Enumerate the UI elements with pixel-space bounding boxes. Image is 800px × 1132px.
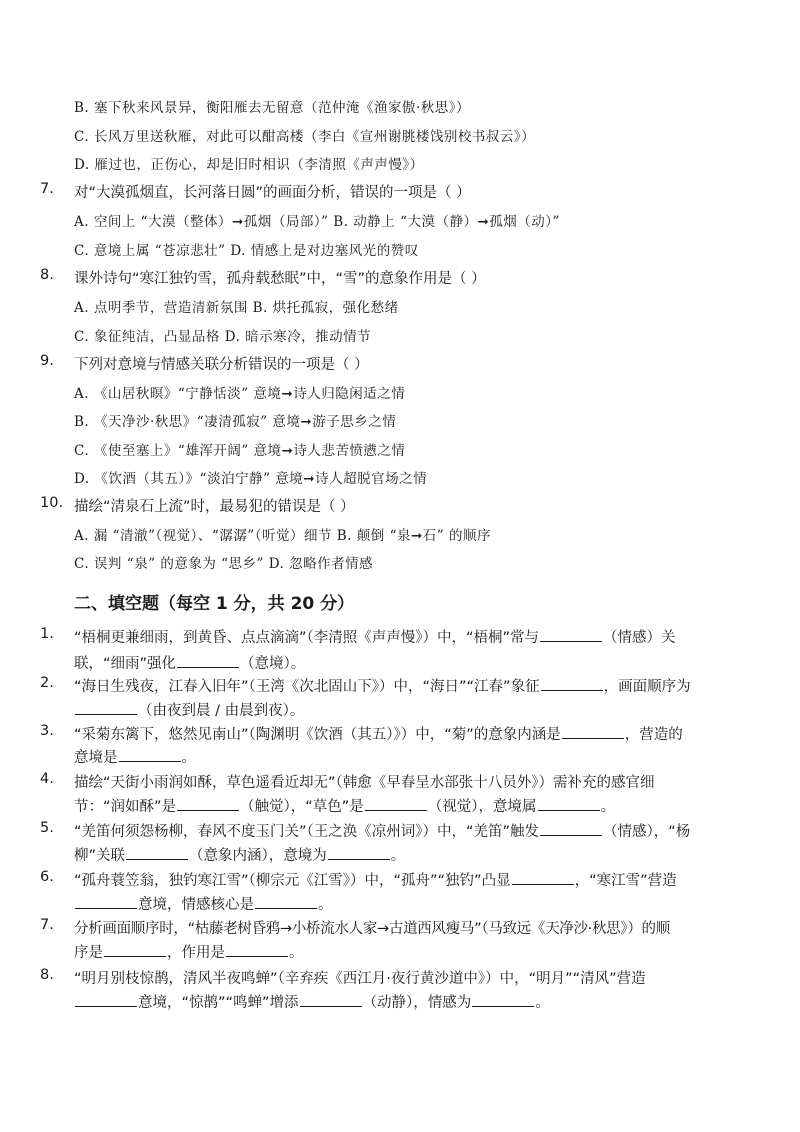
fill-5-text-e: 。: [390, 848, 406, 864]
fill-7-line-1: [74, 917, 670, 938]
fill-3-number: 3.: [40, 723, 54, 739]
fill-7-blank-2[interactable]: [226, 942, 288, 957]
fill-7-line-2: [74, 941, 304, 962]
fill-3-line-2: [74, 746, 196, 767]
q7-text: 对“大漠孤烟直，长河落日圆”的画面分析，错误的一项是（ ）: [74, 185, 471, 201]
q10-options-cd: C. 误判 “泉” 的意象为 “思乡” D. 忽略作者情感: [74, 556, 374, 572]
q9-option-c: C. 《使至塞上》“雄浑开阔” 意境➞诗人悲苦愤懑之情: [74, 443, 406, 459]
fill-4-text-c: （触觉），“草色”是: [240, 799, 364, 815]
fill-2-blank-1[interactable]: [541, 676, 603, 691]
q8-text: 课外诗句“寒江独钓雪，孤舟载愁眠”中，“雪”的意象作用是（ ）: [74, 271, 486, 287]
fill-1-blank-2[interactable]: [177, 653, 239, 668]
fill-8-text-c: 意境，“惊鹊”“鸣蝉”增添: [138, 995, 299, 1011]
fill-6-number: 6.: [40, 869, 54, 885]
q8-options-cd: C. 象征纯洁，凸显品格 D. 暗示寒冷，推动情节: [74, 329, 372, 345]
q9-option-a: A. 《山居秋暝》“宁静恬淡” 意境➞诗人归隐闲适之情: [74, 386, 406, 402]
section-heading: 二、填空题（每空 1 分，共 20 分）: [74, 594, 355, 614]
fill-1-text-d: （意境）。: [240, 656, 306, 672]
fill-7-text-a: 分析画面顺序时，“枯藤老树昏鸦→小桥流水人家→古道西风瘦马”（马致远《天净沙·秋思》）的顺: [74, 921, 670, 937]
fill-5-blank-1[interactable]: [540, 821, 602, 836]
fill-3-text-a: “采菊东篱下，悠然见南山”（陶渊明《饮酒（其五）》）中，“菊”的意象内涵是: [74, 727, 561, 743]
fill-2-line-2: [74, 699, 304, 720]
fill-4-text-d: （视觉），意境属: [427, 799, 537, 815]
fill-4-text-e: 。: [600, 799, 616, 815]
fill-5-text-c: 柳”关联: [74, 848, 126, 864]
fill-1-number: 1.: [40, 626, 54, 642]
fill-4-text-b: 节：“润如酥”是: [74, 799, 177, 815]
fill-5-blank-2[interactable]: [126, 845, 188, 860]
fill-3-text-b: ，营造的: [624, 727, 683, 743]
fill-6-text-d: 。: [318, 897, 333, 913]
fill-8-line-1: [74, 967, 646, 988]
fill-4-line-1: [74, 771, 655, 792]
q9-text: 下列对意境与情感关联分析错误的一项是（ ）: [74, 357, 369, 373]
fill-4-blank-3[interactable]: [538, 796, 600, 811]
fill-5-text-d: （意象内涵），意境为: [189, 848, 327, 864]
fill-1-text-a: “梧桐更兼细雨，到黄昏、点点滴滴”（李清照《声声慢》）中，“梧桐”常与: [74, 630, 540, 646]
fill-2-number: 2.: [40, 675, 54, 691]
fill-8-blank-2[interactable]: [300, 992, 362, 1007]
q6-option-b: B. 塞下秋来风景异，衡阳雁去无留意（范仲淹《渔家傲·秋思》）: [74, 100, 471, 116]
fill-6-blank-1[interactable]: [512, 870, 574, 885]
fill-4-line-2: [74, 795, 615, 816]
fill-8-text-d: （动静），情感为: [362, 995, 472, 1011]
q9-option-b: B. 《天净沙·秋思》“凄清孤寂” 意境➞游子思乡之情: [74, 414, 397, 430]
fill-8-text-a: “明月别枝惊鹊，清风半夜鸣蝉”（辛弃疾《西江月·夜行黄沙道中》）中，“明月”“清风”营造: [74, 971, 646, 987]
fill-6-text-b: ，“寒江雪”营造: [574, 873, 677, 889]
fill-3-line-1: [74, 723, 683, 744]
fill-2-line-1: [74, 675, 691, 696]
fill-8-blank-1[interactable]: [75, 992, 137, 1007]
fill-2-blank-2[interactable]: [75, 700, 137, 715]
fill-7-text-c: ，作用是: [167, 945, 225, 961]
fill-8-number: 8.: [40, 967, 54, 983]
q6-option-c: C. 长风万里送秋雁，对此可以酣高楼（李白《宣州谢朓楼饯别校书叔云》）: [74, 129, 536, 145]
fill-5-text-a: “羌笛何须怨杨柳，春风不度玉门关”（王之涣《凉州词》）中，“羌笛”触发: [74, 824, 540, 840]
fill-7-blank-1[interactable]: [104, 942, 166, 957]
fill-1-line-2: [74, 652, 305, 673]
fill-5-blank-3[interactable]: [328, 845, 390, 860]
q7-options-ab: A. 空间上 “大漠（整体）➞孤烟（局部）” B. 动静上 “大漠（静）➞孤烟（动）”: [74, 214, 560, 230]
fill-3-blank-1[interactable]: [562, 724, 624, 739]
fill-3-text-d: 。: [181, 750, 196, 766]
fill-7-text-b: 序是: [74, 945, 103, 961]
fill-1-text-b: （情感）关: [603, 630, 676, 646]
fill-1-text-c: 联，“细雨”强化: [74, 656, 177, 672]
q10-options-ab: A. 漏 “清澈”（视觉）、“潺潺”（听觉）细节 B. 颠倒 “泉➞石” 的顺序: [74, 528, 491, 544]
q10-text: 描绘“清泉石上流”时，最易犯的错误是（ ）: [74, 499, 355, 515]
fill-5-line-2: [74, 844, 405, 865]
q6-option-d: D. 雁过也，正伤心，却是旧时相识（李清照《声声慢》）: [74, 157, 424, 173]
fill-5-number: 5.: [40, 820, 54, 836]
fill-2-text-a: “海日生残夜，江春入旧年”（王湾《次北固山下》）中，“海日”“江春”象征: [74, 679, 540, 695]
fill-2-text-b: ，画面顺序为: [603, 679, 691, 695]
fill-8-blank-3[interactable]: [472, 992, 534, 1007]
fill-8-text-e: 。: [535, 995, 550, 1011]
fill-2-text-c: （由夜到晨 / 由晨到夜）。: [138, 703, 305, 719]
q7-options-cd: C. 意境上属 “苍凉悲壮” D. 情感上是对边塞风光的赞叹: [74, 243, 419, 259]
fill-4-text-a: 描绘“天街小雨润如酥，草色遥看近却无”（韩愈《早春呈水部张十八员外》）需补充的感官细: [74, 775, 655, 791]
fill-7-text-d: 。: [289, 945, 304, 961]
q10-number: 10.: [40, 495, 64, 511]
fill-6-text-c: 意境，情感核心是: [138, 897, 254, 913]
fill-4-blank-2[interactable]: [365, 796, 427, 811]
fill-6-blank-3[interactable]: [255, 894, 317, 909]
fill-6-blank-2[interactable]: [75, 894, 137, 909]
q9-option-d: D. 《饮酒（其五）》“淡泊宁静” 意境➞诗人超脱官场之情: [74, 471, 428, 487]
fill-5-text-b: （情感），“杨: [603, 824, 691, 840]
fill-7-number: 7.: [40, 917, 54, 933]
fill-1-blank-1[interactable]: [540, 627, 602, 642]
fill-6-text-a: “孤舟蓑笠翁，独钓寒江雪”（柳宗元《江雪》）中，“孤舟”“独钓”凸显: [74, 873, 511, 889]
fill-6-line-1: [74, 869, 677, 890]
q7-number: 7.: [40, 181, 54, 197]
fill-4-number: 4.: [40, 771, 54, 787]
q8-options-ab: A. 点明季节，营造清新氛围 B. 烘托孤寂，强化愁绪: [74, 300, 399, 316]
q9-number: 9.: [40, 353, 54, 369]
fill-3-text-c: 意境是: [74, 750, 118, 766]
fill-6-line-2: [74, 893, 333, 914]
fill-4-blank-1[interactable]: [177, 796, 239, 811]
fill-5-line-1: [74, 820, 690, 841]
fill-3-blank-2[interactable]: [119, 747, 181, 762]
fill-1-line-1: [74, 626, 676, 647]
q8-number: 8.: [40, 267, 54, 283]
fill-8-line-2: [74, 991, 550, 1012]
